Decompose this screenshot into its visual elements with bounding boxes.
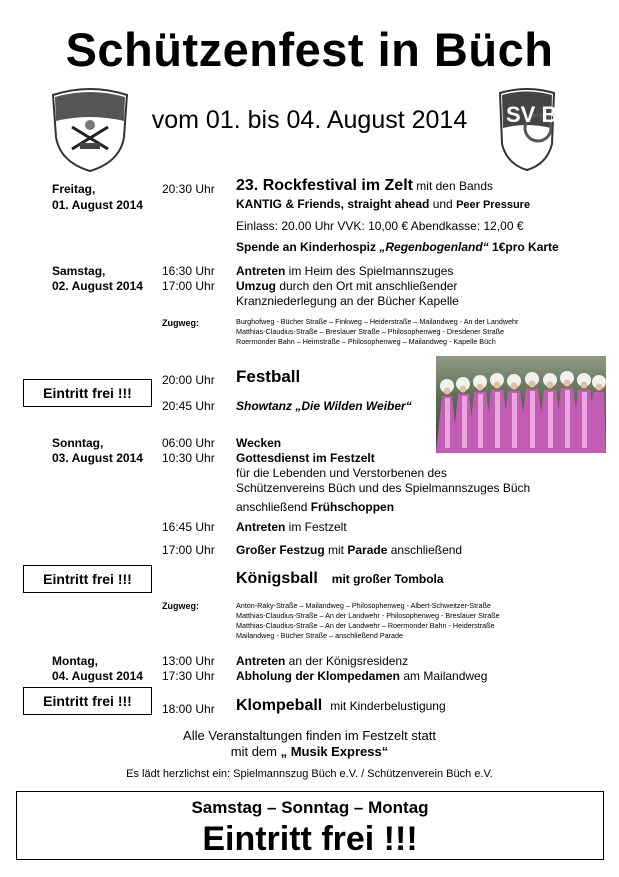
banner-days: Samstag – Sonntag – Montag	[191, 798, 429, 817]
saturday-free-entry-box: Eintritt frei !!!	[23, 379, 152, 407]
abholung-line	[236, 668, 487, 684]
antreten-bold: Antreten	[236, 654, 286, 668]
saturday-date: 02. August 2014	[52, 279, 143, 293]
festball-title: Festball	[236, 367, 301, 386]
klompeball-line	[236, 695, 446, 717]
sunday-zugweg-line: Matthias-Claudius-Straße – An der Landwehr – Roermonder Bahn - Heiderstraße	[236, 621, 495, 630]
saturday-zugweg-line: Roermonder Bahn – Heimstraße – Philosophenweg – Mailandweg - Kapelle Büch	[236, 337, 496, 346]
sunday-antreten	[236, 519, 347, 535]
bands-und: und	[429, 197, 457, 211]
festzug-bold: Großer Festzug	[236, 543, 325, 557]
fruh-a: anschließend	[236, 500, 311, 514]
sunday-date: 03. August 2014	[52, 451, 143, 465]
sunday-day: Sonntag,	[52, 436, 104, 450]
sunday-zugweg-line: Mailandweg - Bücher Straße – anschließend Parade	[236, 631, 404, 640]
saturday-zugweg-label: Zugweg:	[162, 318, 199, 328]
footer-venue-line: Alle Veranstaltungen finden im Festzelt statt	[183, 728, 436, 743]
bands-main: KANTIG & Friends, straight ahead	[236, 197, 430, 211]
saturday-time2: 17:00 Uhr	[162, 279, 215, 293]
gottesdienst: Gottesdienst im Festzelt	[236, 451, 375, 465]
monday-antreten	[236, 653, 408, 669]
saturday-time4: 20:45 Uhr	[162, 399, 215, 413]
fruh-b: Frühschoppen	[310, 500, 395, 514]
koenigsball-title: Königsball	[236, 570, 318, 587]
antreten-rest: im Heim des Spielmannszuges	[285, 264, 454, 278]
spende-a: Spende an Kinderhospiz	[236, 240, 380, 254]
abholung-rest: am Mailandweg	[400, 669, 488, 683]
umzug-bold: Umzug	[236, 279, 276, 293]
bands-peer: Peer Pressure	[456, 199, 531, 211]
showtanz-a: Showtanz	[236, 399, 296, 413]
spende-c: 1€pro Karte	[488, 240, 559, 254]
monday-day: Montag,	[52, 654, 98, 668]
rockfestival-title: 23. Rockfestival im Zelt	[236, 177, 413, 194]
banner-free-entry: Eintritt frei !!!	[202, 820, 418, 858]
antreten-bold: Antreten	[236, 264, 286, 278]
gottesdienst-line-a: für die Lebenden und Verstorbenen des	[236, 466, 447, 480]
antreten-bold: Antreten	[236, 520, 286, 534]
saturday-zugweg-line: Matthias-Claudius-Straße – Breslauer Straße – Philosophenweg - Dresdener Straße	[236, 327, 505, 336]
invitation-line: Es lädt herzlichst ein: Spielmannszug Büch e.V. / Schützenverein Büch e.V.	[126, 768, 493, 780]
spende-b: „Regenbogenland“	[379, 240, 489, 254]
monday-time1: 13:00 Uhr	[162, 654, 215, 668]
spende-line	[236, 239, 559, 255]
rockfestival-suffix: mit den Bands	[412, 179, 494, 193]
antreten-rest: im Festzelt	[285, 520, 347, 534]
friday-time: 20:30 Uhr	[162, 182, 215, 196]
sunday-zugweg-line: Matthias-Claudius-Straße – An der Landwehr - Philosophenweg - Breslauer Straße	[236, 611, 500, 620]
saturday-zugweg-line: Burghofweg - Bücher Straße – Finkweg – Heiderstraße – Mailandweg - An der Landwehr	[236, 317, 519, 326]
event-dates: vom 01. bis 04. August 2014	[151, 106, 468, 134]
saturday-day: Samstag,	[52, 264, 106, 278]
saturday-time3: 20:00 Uhr	[162, 373, 215, 387]
showtanz-b: „Die Wilden Weiber“	[295, 399, 412, 413]
saturday-time1: 16:30 Uhr	[162, 264, 215, 278]
saturday-umzug-line2: Kranzniederlegung an der Bücher Kapelle	[236, 294, 459, 308]
musik-a: mit dem	[230, 744, 281, 759]
rockfestival-line	[236, 176, 493, 196]
abholung-bold: Abholung der Klompedamen	[236, 669, 401, 683]
saturday-antreten	[236, 263, 453, 279]
sunday-time2: 10:30 Uhr	[162, 451, 215, 465]
page-title: Schützenfest in Büch	[65, 23, 554, 76]
saturday-umzug	[236, 278, 457, 294]
monday-date: 04. August 2014	[52, 669, 143, 683]
sunday-free-entry-box: Eintritt frei !!!	[23, 565, 152, 593]
sunday-zugweg-line: Anton-Raky-Straße – Mailandweg – Philosophenweg - Albert-Schweitzer-Straße	[236, 601, 491, 610]
friday-date: 01. August 2014	[52, 198, 143, 212]
sv-buech-shield-logo	[497, 88, 606, 172]
sunday-time1: 06:00 Uhr	[162, 436, 215, 450]
antreten-rest: an der Königsresidenz	[285, 654, 409, 668]
wecken: Wecken	[236, 436, 282, 450]
festzug-parade: Parade	[347, 543, 388, 557]
friday-day: Freitag,	[52, 182, 96, 196]
footer-musik-line	[0, 744, 619, 760]
monday-time3: 18:00 Uhr	[162, 702, 215, 716]
bands-line	[236, 196, 530, 213]
fruehschoppen-line	[236, 499, 394, 515]
klompeball-title: Klompeball	[236, 697, 323, 714]
monday-free-entry-box: Eintritt frei !!!	[23, 687, 152, 715]
sunday-time4: 17:00 Uhr	[162, 543, 215, 557]
festzug-rest: anschließend	[387, 543, 463, 557]
gottesdienst-line-b: Schützenvereins Büch und des Spielmannszuges Büch	[236, 481, 531, 495]
prices-line: Einlass: 20.00 Uhr VVK: 10,00 € Abendkasse: 12,00 €	[236, 219, 524, 233]
festzug-mid: mit	[324, 543, 348, 557]
kinder: mit Kinderbelustigung	[330, 699, 446, 713]
tombola: mit großer Tombola	[331, 572, 444, 586]
showtanz-line	[236, 398, 412, 414]
sunday-zugweg-label: Zugweg:	[162, 601, 199, 611]
festzug-line	[236, 542, 462, 558]
dance-group-photo	[436, 356, 606, 453]
umzug-rest: durch den Ort mit anschließender	[276, 279, 458, 293]
monday-time2: 17:30 Uhr	[162, 669, 215, 683]
free-entry-banner	[16, 791, 604, 860]
sunday-time3: 16:45 Uhr	[162, 520, 215, 534]
musik-b: „ Musik Express“	[280, 744, 389, 759]
koenigsball-line	[236, 568, 444, 590]
logo-lettering: SV BÜCH	[506, 102, 606, 127]
